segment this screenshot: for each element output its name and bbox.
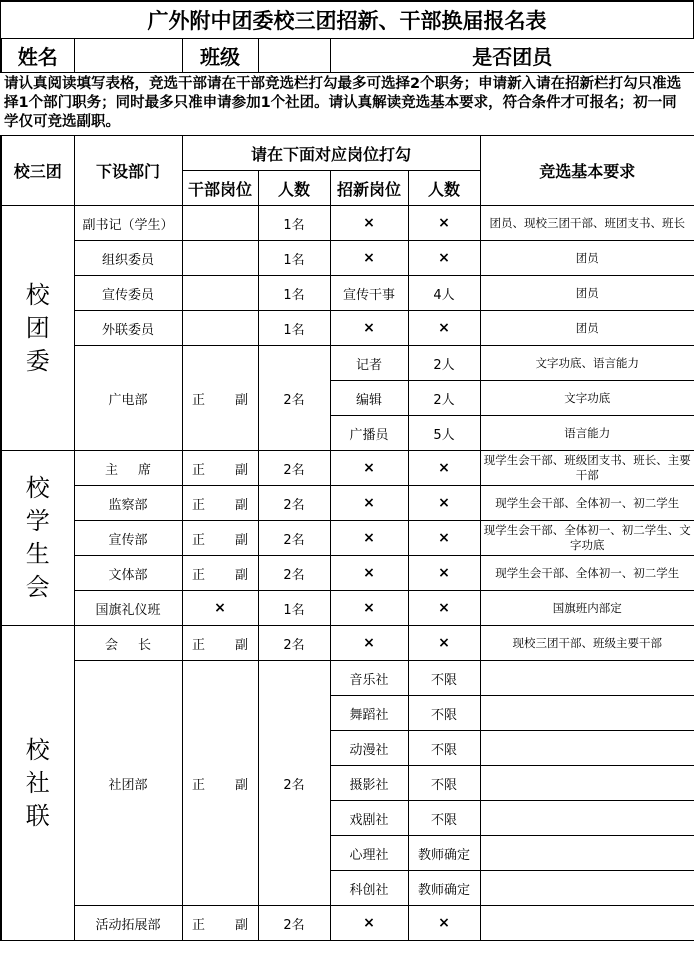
club-science[interactable]: 科创社 [330,871,408,906]
recruit-count-na: × [408,206,480,241]
recruit-count-na: × [408,591,480,626]
header-cadre-post: 干部岗位 [182,171,258,206]
class-field[interactable] [258,39,330,73]
cadre-count: 1名 [258,241,330,276]
recruit-na: × [330,521,408,556]
cadre-count: 2名 [258,521,330,556]
header-org: 校三团 [1,136,74,206]
requirement: 文字功底、语言能力 [480,346,694,381]
requirement-empty [480,906,694,941]
cadre-checkbox[interactable] [182,311,258,346]
recruit-count-na: × [408,241,480,276]
requirement-empty [480,836,694,871]
header-requirements: 竞选基本要求 [480,136,694,206]
dept-sports-culture: 文体部 [74,556,182,591]
dept-chairman: 主 席 [74,451,182,486]
recruit-count: 不限 [408,731,480,766]
recruit-count: 不限 [408,661,480,696]
recruit-count: 教师确定 [408,871,480,906]
club-anime[interactable]: 动漫社 [330,731,408,766]
dept-activities: 活动拓展部 [74,906,182,941]
cadre-count: 1名 [258,311,330,346]
requirement-empty [480,661,694,696]
club-dance[interactable]: 舞蹈社 [330,696,408,731]
club-drama[interactable]: 戏剧社 [330,801,408,836]
cadre-count: 2名 [258,451,330,486]
cadre-checkbox-zheng-fu[interactable]: 正 副 [182,346,258,451]
requirement-empty [480,696,694,731]
info-table [0,38,694,73]
group-clubs-union: 校 社 联 [1,626,74,941]
cadre-count: 1名 [258,591,330,626]
instructions-text: 请认真阅读填写表格，竞选干部请在干部竞选栏打勾最多可选择2个职务；申请新入请在招新栏打勾只准选择1个部门职务；同时最多只准申请参加1个社团。请认真解读竞选基本要求，符合条件才可报名；初一同学仅可竞选副职。 [4,76,682,130]
header-count: 人数 [258,171,330,206]
cadre-count: 2名 [258,556,330,591]
club-music[interactable]: 音乐社 [330,661,408,696]
class-label: 班级 [182,39,258,73]
header-recruit-count: 人数 [408,171,480,206]
recruit-na: × [330,556,408,591]
cadre-checkbox-zheng-fu[interactable]: 正 副 [182,556,258,591]
requirement: 语言能力 [480,416,694,451]
positions-table [0,135,694,941]
cadre-checkbox-zheng-fu[interactable]: 正 副 [182,661,258,906]
title-table [0,0,694,39]
dept-broadcast: 广电部 [74,346,182,451]
name-label: 姓名 [1,39,74,73]
group-league-committee: 校 团 委 [1,206,74,451]
cadre-checkbox[interactable] [182,276,258,311]
requirement: 现校三团干部、班级主要干部 [480,626,694,661]
requirement-empty [480,766,694,801]
requirement: 现学生会干部、全体初一、初二学生 [480,486,694,521]
recruit-count: 2人 [408,381,480,416]
recruit-count: 教师确定 [408,836,480,871]
recruit-na: × [330,626,408,661]
recruit-count: 不限 [408,801,480,836]
dept-deputy-secretary: 副书记（学生） [74,206,182,241]
requirement: 现学生会干部、全体初一、初二学生 [480,556,694,591]
recruit-count: 5人 [408,416,480,451]
league-member-label: 是否团员 [330,39,694,73]
cadre-checkbox-zheng-fu[interactable]: 正 副 [182,451,258,486]
dept-publicity: 宣传委员 [74,276,182,311]
cadre-count: 1名 [258,276,330,311]
recruit-post[interactable]: 广播员 [330,416,408,451]
club-psychology[interactable]: 心理社 [330,836,408,871]
requirement: 文字功底 [480,381,694,416]
recruit-count-na: × [408,906,480,941]
cadre-checkbox[interactable] [182,206,258,241]
recruit-count-na: × [408,451,480,486]
recruit-count-na: × [408,486,480,521]
dept-flag-guard: 国旗礼仪班 [74,591,182,626]
cadre-checkbox-zheng-fu[interactable]: 正 副 [182,906,258,941]
recruit-count: 不限 [408,766,480,801]
dept-organization: 组织委员 [74,241,182,276]
recruit-na: × [330,591,408,626]
group-student-union: 校 学 生 会 [1,451,74,626]
cadre-count: 2名 [258,626,330,661]
dept-publicity-su: 宣传部 [74,521,182,556]
form-title: 广外附中团委校三团招新、干部换届报名表 [1,1,694,39]
dept-president: 会 长 [74,626,182,661]
requirement: 团员 [480,241,694,276]
cadre-count: 2名 [258,661,330,906]
requirement: 团员 [480,311,694,346]
header-check-here: 请在下面对应岗位打勾 [182,136,480,171]
recruit-na: × [330,906,408,941]
cadre-checkbox-zheng-fu[interactable]: 正 副 [182,486,258,521]
recruit-na: × [330,311,408,346]
recruit-count-na: × [408,521,480,556]
cadre-checkbox-zheng-fu[interactable]: 正 副 [182,626,258,661]
recruit-count: 2人 [408,346,480,381]
recruit-count-na: × [408,626,480,661]
requirement-empty [480,871,694,906]
recruit-count-na: × [408,556,480,591]
recruit-na: × [330,486,408,521]
requirement-empty [480,801,694,836]
cadre-count: 2名 [258,906,330,941]
recruit-na: × [330,451,408,486]
cadre-na: × [182,591,258,626]
recruit-post[interactable]: 宣传干事 [330,276,408,311]
cadre-count: 2名 [258,486,330,521]
header-recruit-post: 招新岗位 [330,171,408,206]
recruit-post[interactable]: 编辑 [330,381,408,416]
name-field[interactable] [74,39,182,73]
requirement: 现学生会干部、全体初一、初二学生、文字功底 [480,521,694,556]
requirement: 国旗班内部定 [480,591,694,626]
cadre-checkbox-zheng-fu[interactable]: 正 副 [182,521,258,556]
requirement: 现学生会干部、班级团支书、班长、主要干部 [480,451,694,486]
dept-external: 外联委员 [74,311,182,346]
requirement-empty [480,731,694,766]
requirement: 团员 [480,276,694,311]
recruit-post[interactable]: 记者 [330,346,408,381]
recruit-na: × [330,206,408,241]
cadre-count: 2名 [258,346,330,451]
recruit-count: 不限 [408,696,480,731]
club-photography[interactable]: 摄影社 [330,766,408,801]
recruit-na: × [330,241,408,276]
cadre-count: 1名 [258,206,330,241]
dept-supervision: 监察部 [74,486,182,521]
recruit-count-na: × [408,311,480,346]
recruit-count: 4人 [408,276,480,311]
header-dept: 下设部门 [74,136,182,206]
cadre-checkbox[interactable] [182,241,258,276]
requirement: 团员、现校三团干部、班团支书、班长 [480,206,694,241]
dept-clubs: 社团部 [74,661,182,906]
